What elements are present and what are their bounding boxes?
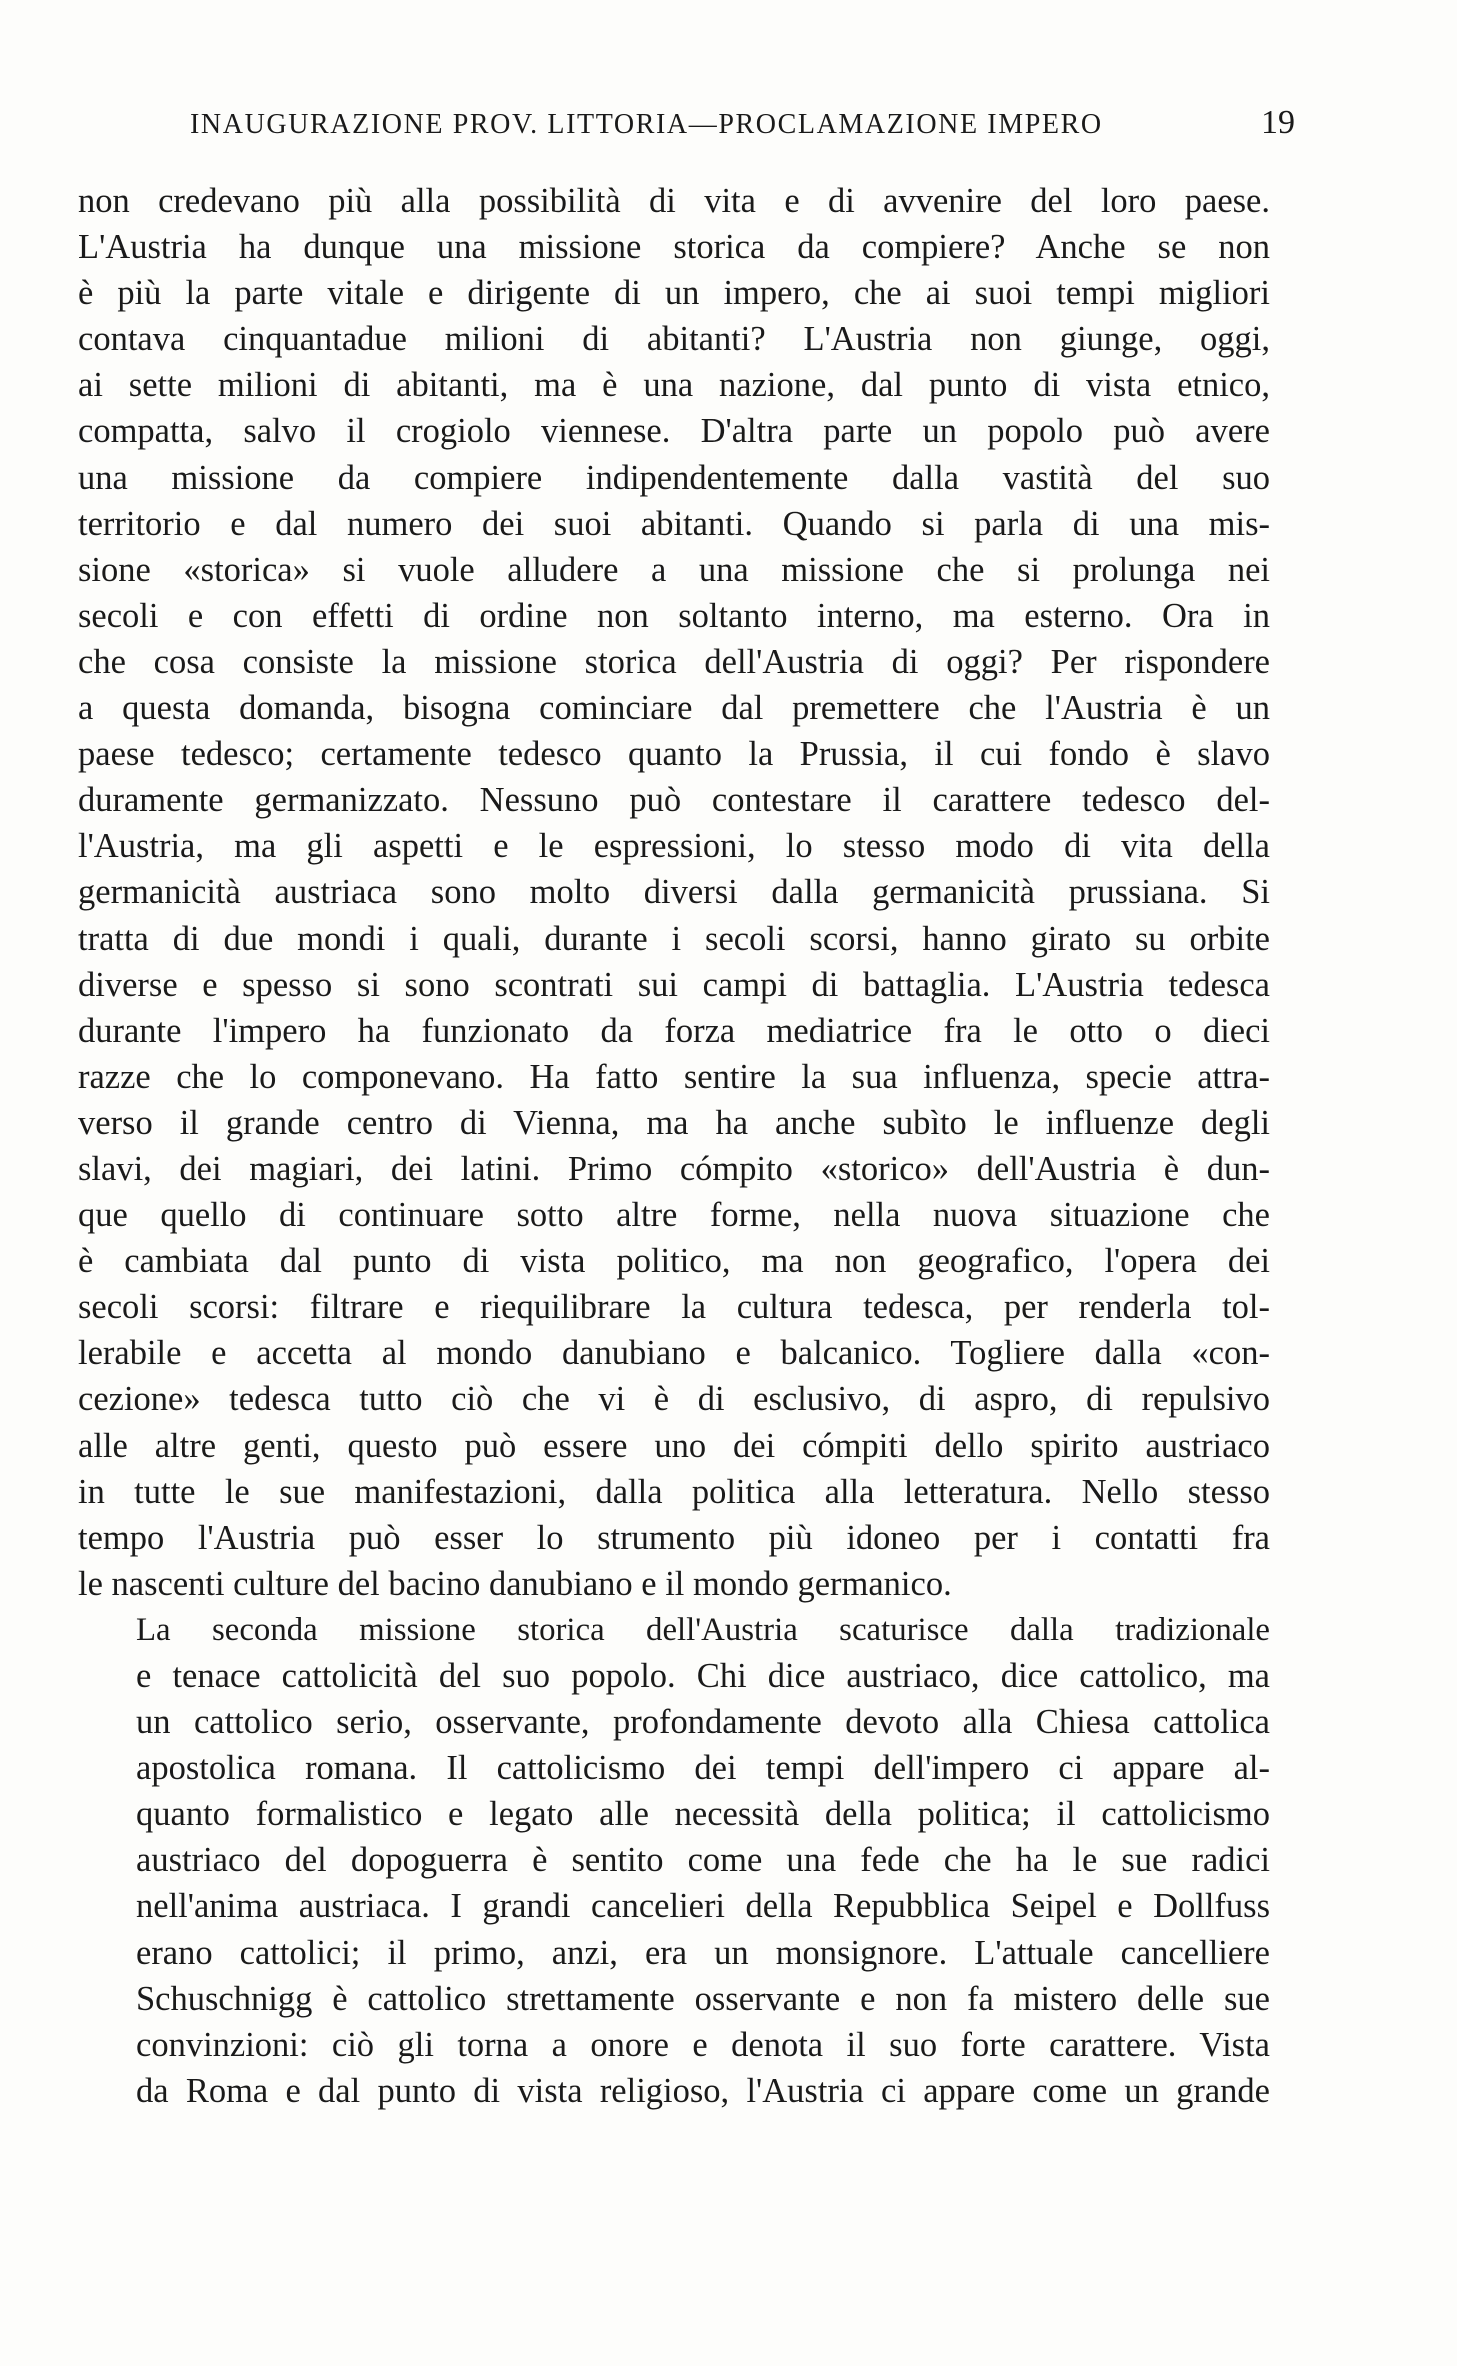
text-line: secoli scorsi: filtrare e riequilibrare la cultura tedesca, per renderla tol-: [78, 1288, 1270, 1327]
text-line: a questa domanda, bisogna cominciare dal premettere che l'Austria è un: [78, 689, 1270, 728]
text-line: da Roma e dal punto di vista religioso, l'Austria ci appare come un grande: [136, 2071, 1270, 2110]
text-line: cezione» tedesca tutto ciò che vi è di esclusivo, di aspro, di repulsivo: [78, 1380, 1270, 1419]
text-line: paese tedesco; certamente tedesco quanto la Prussia, il cui fondo è slavo: [78, 735, 1270, 774]
running-title: INAUGURAZIONE PROV. LITTORIA—PROCLAMAZIONE IMPERO: [190, 109, 1103, 140]
text-line: quanto formalistico e legato alle necessità della politica; il cattolicismo: [136, 1795, 1270, 1834]
text-line: La seconda missione storica dell'Austria scaturisce dalla tradizionale: [136, 1611, 1270, 1648]
text-line: convinzioni: ciò gli torna a onore e denota il suo forte carattere. Vista: [136, 2025, 1270, 2064]
text-line: territorio e dal numero dei suoi abitanti. Quando si parla di una mis-: [78, 504, 1270, 543]
text-line: austriaco del dopoguerra è sentito come una fede che ha le sue radici: [136, 1841, 1270, 1880]
text-line: verso il grande centro di Vienna, ma ha anche subìto le influenze degli: [78, 1103, 1270, 1142]
text-line: nell'anima austriaca. I grandi cancelieri della Repubblica Seipel e Dollfuss: [136, 1887, 1270, 1926]
text-line: l'Austria, ma gli aspetti e le espressioni, lo stesso modo di vita della: [78, 827, 1270, 866]
text-line: sione «storica» si vuole alludere a una missione che si prolunga nei: [78, 550, 1270, 589]
text-line: duramente germanizzato. Nessuno può contestare il carattere tedesco del-: [78, 781, 1270, 820]
text-line: una missione da compiere indipendentemente dalla vastità del suo: [78, 458, 1270, 497]
paragraph-1: [78, 178, 1270, 1607]
text-line: tempo l'Austria può esser lo strumento più idoneo per i contatti fra: [78, 1518, 1270, 1557]
text-line: contava cinquantadue milioni di abitanti? L'Austria non giunge, oggi,: [78, 320, 1270, 359]
text-line: compatta, salvo il crogiolo viennese. D'altra parte un popolo può avere: [78, 412, 1270, 451]
text-line: razze che lo componevano. Ha fatto sentire la sua influenza, specie attra-: [78, 1057, 1270, 1096]
text-line: è cambiata dal punto di vista politico, ma non geografico, l'opera dei: [78, 1242, 1270, 1281]
running-header: [190, 104, 1295, 154]
text-line: le nascenti culture del bacino danubiano e il mondo germanico.: [78, 1564, 952, 1603]
text-line: que quello di continuare sotto altre forme, nella nuova situazione che: [78, 1196, 1270, 1235]
text-line: e tenace cattolicità del suo popolo. Chi dice austriaco, dice cattolico, ma: [136, 1657, 1270, 1695]
text-line: che cosa consiste la missione storica dell'Austria di oggi? Per rispondere: [78, 642, 1270, 681]
body-text: [78, 178, 1270, 2114]
text-line: durante l'impero ha funzionato da forza mediatrice fra le otto o dieci: [78, 1011, 1270, 1050]
paragraph-2: [78, 1607, 1270, 2114]
text-line: erano cattolici; il primo, anzi, era un monsignore. L'attuale cancelliere: [136, 1933, 1270, 1972]
text-line: apostolica romana. Il cattolicismo dei tempi dell'impero ci appare al-: [136, 1749, 1270, 1788]
text-line: un cattolico serio, osservante, profondamente devoto alla Chiesa cattolica: [136, 1703, 1270, 1742]
text-line: ai sette milioni di abitanti, ma è una nazione, dal punto di vista etnico,: [78, 366, 1270, 405]
text-line: in tutte le sue manifestazioni, dalla politica alla letteratura. Nello stesso: [78, 1472, 1270, 1511]
text-line: alle altre genti, questo può essere uno dei cómpiti dello spirito austriaco: [78, 1426, 1270, 1465]
text-line: diverse e spesso si sono scontrati sui campi di battaglia. L'Austria tedesca: [78, 965, 1270, 1004]
text-line: non credevano più alla possibilità di vita e di avvenire del loro paese.: [78, 182, 1270, 220]
text-line: L'Austria ha dunque una missione storica da compiere? Anche se non: [78, 228, 1270, 267]
text-line: tratta di due mondi i quali, durante i secoli scorsi, hanno girato su orbite: [78, 919, 1270, 958]
text-line: lerabile e accetta al mondo danubiano e balcanico. Togliere dalla «con-: [78, 1334, 1270, 1373]
text-line: Schuschnigg è cattolico strettamente osservante e non fa mistero delle sue: [136, 1979, 1270, 2018]
text-line: germanicità austriaca sono molto diversi dalla germanicità prussiana. Si: [78, 873, 1270, 912]
text-line: slavi, dei magiari, dei latini. Primo cómpito «storico» dell'Austria è dun-: [78, 1149, 1270, 1188]
page-number: 19: [1261, 104, 1295, 141]
text-line: è più la parte vitale e dirigente di un impero, che ai suoi tempi migliori: [78, 274, 1270, 313]
text-line: secoli e con effetti di ordine non soltanto interno, ma esterno. Ora in: [78, 596, 1270, 635]
